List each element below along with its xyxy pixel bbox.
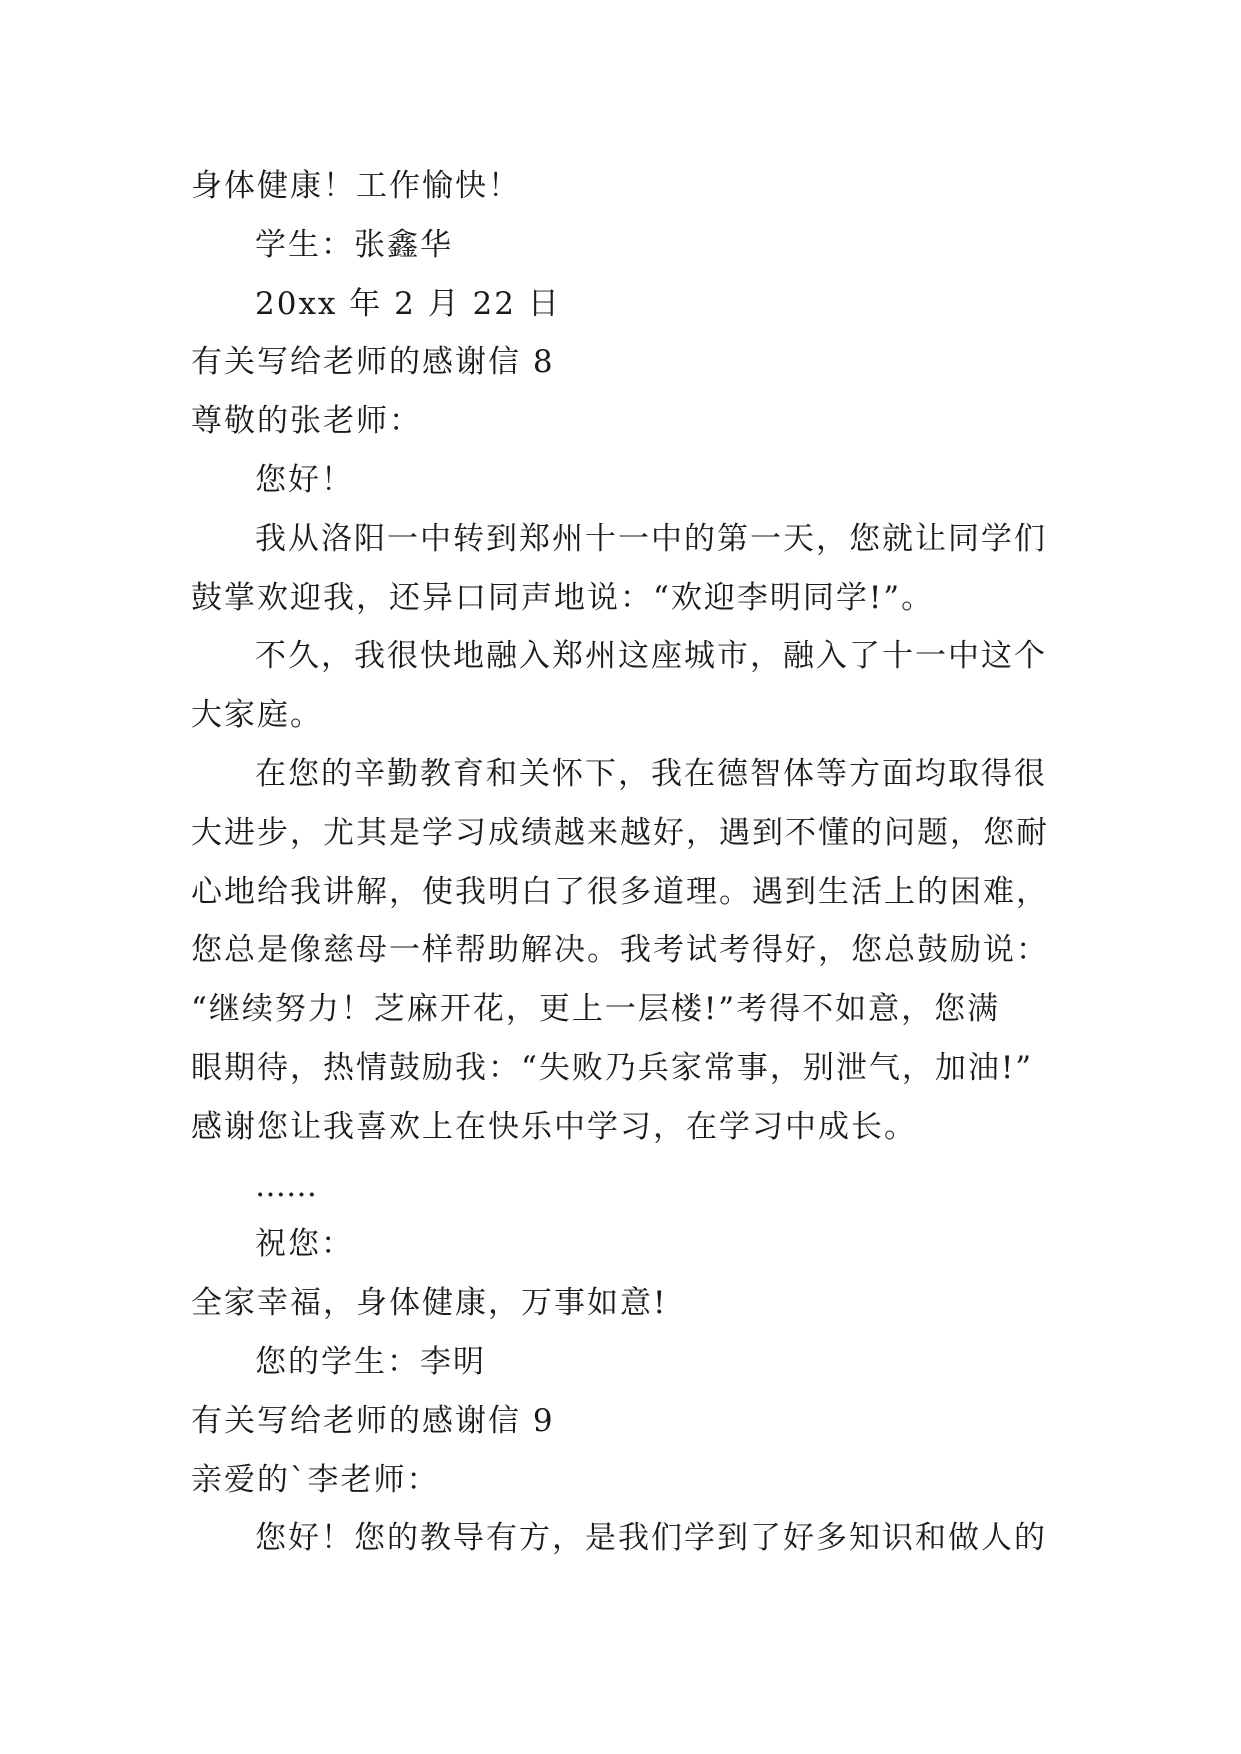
paragraph-line: 鼓掌欢迎我，还异口同声地说：“欢迎李明同学!”。	[191, 579, 935, 616]
paragraph-line: 心地给我讲解，使我明白了很多道理。遇到生活上的困难，	[191, 873, 1049, 910]
paragraph-line: 感谢您让我喜欢上在快乐中学习，在学习中成长。	[191, 1108, 917, 1145]
signature-date: 20xx 年 2 月 22 日	[255, 285, 561, 322]
paragraph-line: 眼期待，热情鼓励我：“失败乃兵家常事，别泄气，加油!”	[191, 1049, 1034, 1086]
closing-wish-line: 身体健康！工作愉快！	[191, 168, 521, 204]
paragraph-line: 不久，我很快地融入郑州这座城市，融入了十一中这个	[255, 638, 1047, 675]
salutation: 亲爱的`李老师：	[191, 1461, 440, 1498]
salutation: 尊敬的张老师：	[191, 403, 422, 440]
paragraph-line: “继续努力！芝麻开花，更上一层楼!”考得不如意，您满	[191, 991, 1001, 1028]
paragraph-line: 我从洛阳一中转到郑州十一中的第一天，您就让同学们	[255, 520, 1047, 557]
greeting: 您好！	[255, 461, 354, 498]
closing-wish-line: 全家幸福，身体健康，万事如意!	[191, 1285, 668, 1322]
paragraph-line: 您好！您的教导有方，是我们学到了好多知识和做人的	[255, 1520, 1047, 1557]
closing-blessing: 祝您：	[255, 1226, 354, 1263]
letter-heading-9: 有关写给老师的感谢信 9	[191, 1402, 555, 1439]
paragraph-line: 在您的辛勤教育和关怀下，我在德智体等方面均取得很	[255, 755, 1047, 792]
ellipsis: ……	[255, 1167, 317, 1204]
paragraph-line: 您总是像慈母一样帮助解决。我考试考得好，您总鼓励说：	[191, 932, 1049, 969]
letter-heading-8: 有关写给老师的感谢信 8	[191, 344, 555, 381]
signature-student: 您的学生：李明	[255, 1343, 486, 1380]
signature-student: 学生：张鑫华	[255, 226, 453, 263]
paragraph-line: 大进步，尤其是学习成绩越来越好，遇到不懂的问题，您耐	[191, 814, 1049, 851]
paragraph-line: 大家庭。	[191, 697, 323, 734]
letter-body	[191, 157, 1071, 1568]
